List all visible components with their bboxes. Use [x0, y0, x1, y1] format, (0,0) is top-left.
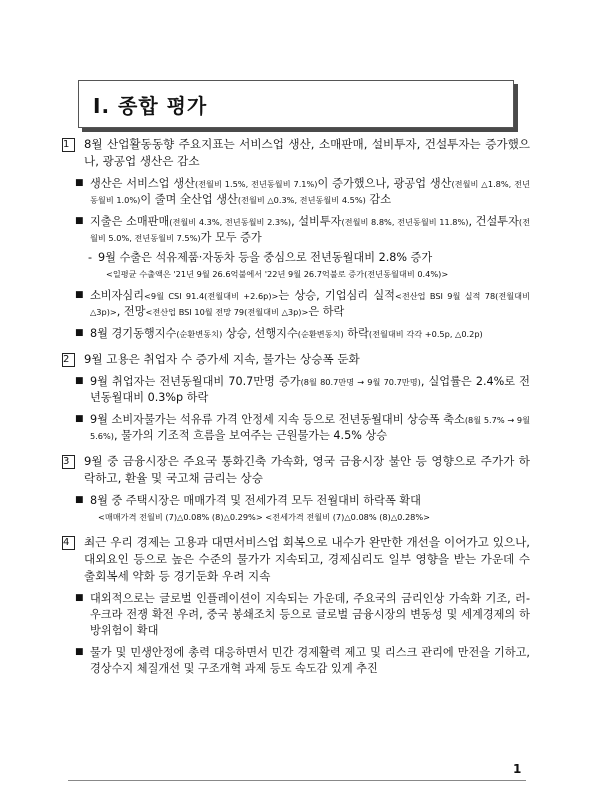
bullet-text: 는 상승, 기업심리 실적: [278, 289, 395, 302]
square-bullet-icon: ■: [75, 495, 84, 505]
bullet-text: 상승, 선행지수: [222, 327, 298, 340]
bullet-text: , 전망: [116, 305, 146, 318]
footer-divider: [68, 780, 526, 781]
bullet-text: , 건설투자: [468, 215, 519, 228]
document-body: [62, 136, 530, 677]
bullet-stat: (전월비 1.5%, 전년동월비 7.1%): [194, 179, 318, 189]
bullet-stat: (전월비 △0.3%, 전년동월비 4.5%): [237, 195, 366, 205]
bullet-text: , 설비투자: [291, 215, 342, 228]
section-2: [62, 351, 530, 368]
bullet-text: 하락: [343, 327, 369, 340]
bullet-item: [62, 412, 530, 444]
dash-note: <일평균 수출액은 '21년 9월 26.6억불에서 '22년 9월 26.7억불로 증가(전년동월대비 0.4%)>: [106, 269, 449, 279]
bullet-stat: (전월비 5.0%, 전년동월비 7.5%): [90, 217, 530, 243]
bullet-stat: (순환변동치): [297, 329, 344, 339]
bullet-text: , 물가의 기조적 흐름을 보여주는 근원물가는 4.5% 상승: [114, 429, 388, 442]
page-title: Ⅰ. 종합 평가: [93, 94, 208, 118]
section-4: [62, 534, 530, 585]
square-bullet-icon: ■: [75, 290, 84, 300]
bullet-item: [62, 591, 530, 639]
bullet-item: [62, 288, 530, 320]
section-number-box: 3: [62, 455, 75, 469]
bullet-text: 소비자심리: [90, 289, 145, 302]
square-bullet-icon: ■: [75, 178, 84, 188]
bullet-stat: <9월 CSI 91.4(전월대비 +2.6p)>: [144, 291, 279, 301]
square-bullet-icon: ■: [75, 328, 84, 338]
bullet-item: [62, 214, 530, 246]
square-bullet-icon: ■: [75, 593, 84, 603]
bullet-text: 생산은 서비스업 생산: [90, 177, 195, 190]
section-title-box: [78, 80, 514, 128]
square-bullet-icon: ■: [75, 216, 84, 226]
dash-item: [62, 250, 530, 282]
section-number-box: 2: [62, 353, 75, 367]
bullet-text: 대외적으로는 글로벌 인플레이션이 지속되는 가운데, 주요국의 금리인상 가속화 기조, 러-우크라 전쟁 확전 우려, 중국 봉쇄조치 등으로 글로벌 금융시장의 변동성 및 세계경제의 하방위험이 확대: [90, 592, 530, 637]
bullet-stat: (전월비 8.8%, 전년동월비 11.8%): [341, 217, 469, 227]
bullet-item: [62, 326, 530, 342]
bullet-item: [62, 645, 530, 677]
bullet-text: 9월 취업자는 전년동월대비 70.7만명 증가: [90, 375, 301, 388]
square-bullet-icon: ■: [75, 647, 84, 657]
bullet-text: 9월 소비자물가는 석유류 가격 안정세 지속 등으로 전년동월대비 상승폭 축소: [90, 413, 465, 426]
dash-bullet-icon: -: [88, 251, 93, 264]
bullet-text: 감소: [365, 193, 391, 206]
bullet-text: 지출은 소매판매: [90, 215, 170, 228]
dash-text: 9월 수출은 석유제품·자동차 등을 중심으로 전년동월대비 2.8% 증가: [98, 251, 433, 264]
section-3: [62, 453, 530, 487]
bullet-text: 은 하락: [308, 305, 345, 318]
section-number-box: 1: [62, 138, 75, 152]
page-number: 1: [513, 762, 522, 776]
bullet-stat: <전산업 BSI 10월 전망 79(전월대비 △3p)>: [145, 307, 309, 317]
bullet-stat: (8월 80.7만명 → 9월 70.7만명): [300, 377, 421, 387]
square-bullet-icon: ■: [75, 376, 84, 386]
bullet-stat: <전산업 BSI 9월 실적 78(전월대비 △3p)>: [90, 291, 530, 317]
section-number-box: 4: [62, 536, 75, 550]
bullet-text: 이 줄며 全산업 생산: [140, 193, 238, 206]
section-1: [62, 136, 530, 170]
bullet-stat: (전월대비 각각 +0.5p, △0.2p): [368, 329, 483, 339]
bullet-text: 가 모두 증가: [200, 231, 262, 244]
bullet-stat: (순환변동치): [176, 329, 223, 339]
section-heading: 최근 우리 경제는 고용과 대면서비스업 회복으로 내수가 완만한 개선을 이어가고 있으나, 대외요인 등으로 높은 수준의 물가가 지속되고, 경제심리도 일부 영향을 받는 가운데 수출회복세 약화 등 경기둔화 우려 지속: [84, 535, 530, 583]
bullet-text: 물가 및 민생안정에 총력 대응하면서 민간 경제활력 제고 및 리스크 관리에 만전을 기하고, 경상수지 체질개선 및 구조개혁 과제 등도 속도감 있게 추진: [90, 646, 530, 675]
bullet-text: 8월 경기동행지수: [90, 327, 177, 340]
bullet-stat: (전월비 △1.8%, 전년동월비 1.0%): [90, 179, 530, 205]
square-bullet-icon: ■: [75, 414, 84, 424]
section-heading: 9월 고용은 취업자 수 증가세 지속, 물가는 상승폭 둔화: [84, 352, 360, 366]
bullet-text: 이 증가했으나, 광공업 생산: [317, 177, 452, 190]
bullet-text: 8월 중 주택시장은 매매가격 및 전세가격 모두 전월대비 하락폭 확대: [90, 494, 421, 507]
bullet-stat: (8월 5.7% → 9월 5.6%): [90, 415, 530, 441]
bullet-text: , 실업률은 2.4%로 전년동월대비 0.3%p 하락: [90, 375, 530, 404]
bullet-stat: (전월비 4.3%, 전년동월비 2.3%): [169, 217, 292, 227]
bullet-item: [62, 493, 530, 525]
section-heading: 8월 산업활동동향 주요지표는 서비스업 생산, 소매판매, 설비투자, 건설투자는 증가했으나, 광공업 생산은 감소: [84, 137, 530, 168]
bullet-item: [62, 176, 530, 208]
bullet-item: [62, 374, 530, 406]
bullet-note: <매매가격 전월비 (7)△0.08% (8)△0.29%> <전세가격 전월비 (7)△0.08% (8)△0.28%>: [98, 512, 431, 522]
section-heading: 9월 중 금융시장은 주요국 통화긴축 가속화, 영국 금융시장 불안 등 영향으로 주가가 하락하고, 환율 및 국고채 금리는 상승: [84, 454, 530, 485]
